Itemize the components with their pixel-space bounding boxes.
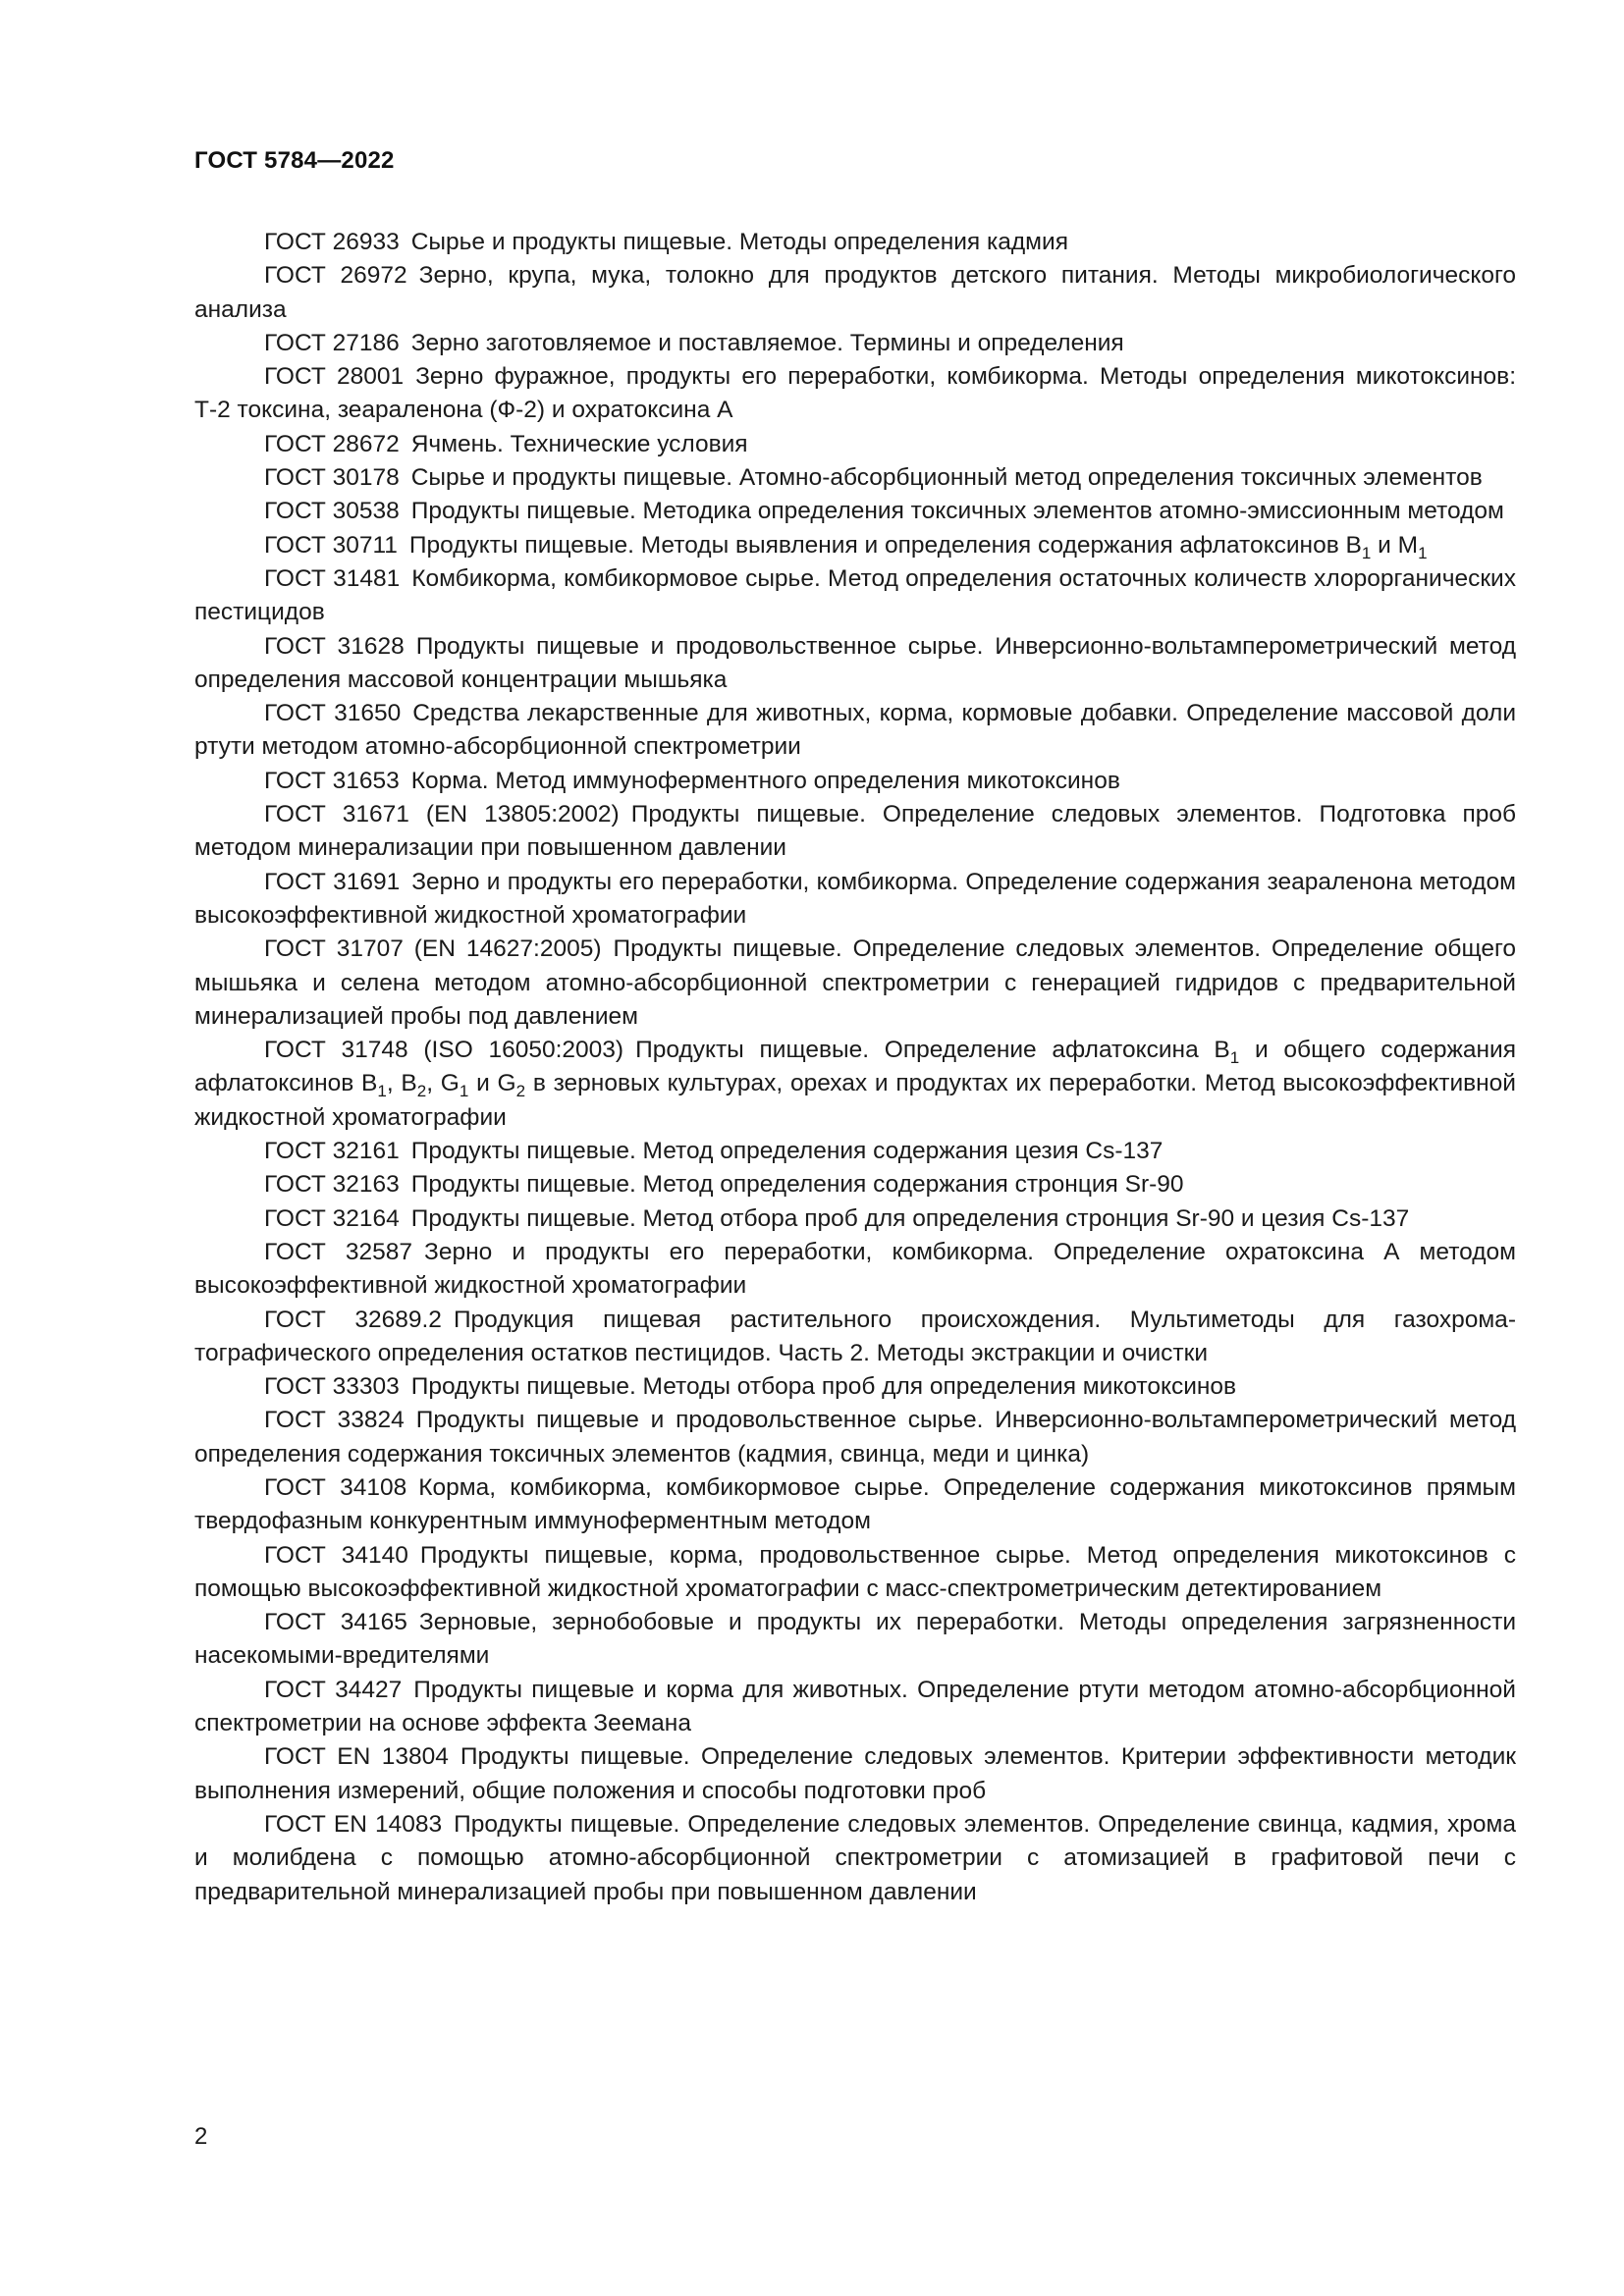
reference-item — [194, 798, 1516, 866]
reference-code: ГОСТ 33824 — [264, 1407, 405, 1434]
reference-title: Продукты пищевые. Метод определения содержания стронция Sr-90 — [410, 1171, 1184, 1199]
reference-item — [194, 259, 1516, 327]
reference-item — [194, 630, 1516, 698]
reference-item — [194, 933, 1516, 1034]
reference-title: Средства лекарственные для животных, корма, кормовые добавки. Определение массовой доли ртути методом атомно-абсорбционной спектрометрии — [194, 700, 1517, 761]
reference-title: Продукты пищевые. Определение афлатоксина $B_1$ и общего содержания афлатоксинов $B_1$, $B_2$, $G_1$ и $G_2$ в зерновых культурах, орехах и продуктах их переработки. Метод высокоэффективной жидкостной хроматографии — [194, 1037, 1516, 1131]
reference-title: Продукты пищевые. Метод отбора проб для определения стронция Sr-90 и цезия Cs-137 — [410, 1204, 1410, 1232]
reference-title: Продукты пищевые. Методы выявления и определения содержания афлатоксинов $B_1$ и $M_1$ — [408, 531, 1428, 562]
reference-code: ГОСТ 31628 — [264, 632, 405, 660]
reference-code: ГОСТ EN 13804 — [264, 1743, 449, 1771]
reference-item — [194, 1606, 1516, 1674]
reference-code: ГОСТ 32161 — [264, 1138, 400, 1165]
reference-title: Продукты пищевые. Определение следовых элементов. Определение свинца, кадмия, хрома и молибдена с помощью атомно-абсорбционной спектрометрии с атомизацией в графитовой печи с предварительной минерализацией пробы при повышенном давлении — [194, 1810, 1516, 1905]
reference-title: Корма. Метод иммуноферментного определения микотоксинов — [410, 767, 1120, 794]
reference-title: Зерно, крупа, мука, толокно для продуктов детского питания. Методы микробиологического анализа — [194, 262, 1516, 323]
reference-code: ГОСТ 28001 — [264, 363, 405, 391]
reference-title: Продукция пищевая растительного происхождения. Мультиметоды для газохроматографического определения остатков пестицидов. Часть 2. Методы экстракции и очистки — [194, 1306, 1516, 1366]
reference-title: Продукты пищевые. Методика определения токсичных элементов атомно-эмиссионным методом — [410, 498, 1504, 525]
reference-title: Корма, комбикорма, комбикормовое сырье. Определение содержания микотоксинов прямым твердофазным конкурентным иммуноферментным методом — [194, 1473, 1517, 1535]
reference-item — [194, 1404, 1516, 1471]
reference-title: Зерно фуражное, продукты его переработки, комбикорма. Методы определения микотоксинов: Т-2 токсина, зеараленона (Ф-2) и охратоксина А — [194, 363, 1516, 424]
reference-item — [194, 1034, 1516, 1135]
reference-code: ГОСТ 34140 — [264, 1541, 408, 1569]
reference-title: Комбикорма, комбикормовое сырье. Метод определения остаточных количеств хлорорганических пестицидов — [194, 564, 1516, 626]
reference-item — [194, 1168, 1516, 1201]
reference-item — [194, 461, 1516, 495]
reference-title: Продукты пищевые. Определение следовых элементов. Подготовка проб методом минерализации при повышенном давлении — [194, 801, 1516, 862]
reference-code: ГОСТ 26972 — [264, 262, 407, 290]
reference-title: Продукты пищевые. Определение следовых элементов. Критерии эффективности методик выполнения измерений, общие положения и способы подготовки проб — [194, 1743, 1517, 1804]
reference-item — [194, 1674, 1516, 1741]
reference-code: ГОСТ 31653 — [264, 767, 400, 794]
reference-item — [194, 765, 1516, 798]
reference-item — [194, 1370, 1516, 1404]
document-header: ГОСТ 5784—2022 — [194, 147, 395, 174]
reference-item — [194, 697, 1516, 765]
reference-code: ГОСТ 34427 — [264, 1676, 403, 1703]
reference-code: ГОСТ 32689.2 — [264, 1306, 442, 1333]
reference-title: Продукты пищевые. Определение следовых элементов. Определение общего мышьяка и селена методом атомно-абсорбционной спектрометрии с генерацией гидридов с предварительной минерализацией пробы под давлением — [194, 935, 1516, 1030]
reference-item — [194, 1471, 1516, 1539]
reference-item — [194, 1135, 1516, 1168]
reference-item — [194, 495, 1516, 528]
reference-title: Зерно и продукты его переработки, комбикорма. Определение содержания зеараленона методом высокоэффективной жидкостной хроматографии — [194, 868, 1516, 929]
reference-title: Продукты пищевые. Метод определения содержания цезия Cs-137 — [410, 1138, 1164, 1165]
page-number: 2 — [194, 2123, 208, 2150]
reference-title: Сырье и продукты пищевые. Атомно-абсорбционный метод определения токсичных элементов — [410, 464, 1483, 492]
reference-title: Зерно и продукты его переработки, комбикорма. Определение охратоксина А методом высокоэффективной жидкостной хроматографии — [194, 1238, 1517, 1300]
reference-title: Зерно заготовляемое и поставляемое. Термины и определения — [410, 329, 1124, 356]
reference-code: ГОСТ 32163 — [264, 1171, 400, 1199]
reference-code: ГОСТ 31481 — [264, 564, 401, 592]
reference-code: ГОСТ 31671 (EN 13805:2002) — [264, 801, 620, 828]
reference-item — [194, 360, 1516, 428]
reference-title: Ячмень. Технические условия — [410, 430, 748, 457]
reference-item — [194, 1202, 1516, 1236]
reference-code: ГОСТ 32164 — [264, 1204, 400, 1232]
reference-item — [194, 1539, 1516, 1607]
reference-code: ГОСТ 26933 — [264, 229, 400, 255]
reference-title: Продукты пищевые, корма, продовольственное сырье. Метод определения микотоксинов с помощью высокоэффективной жидкостной хроматографии с масс-спектрометрическим детектированием — [194, 1541, 1516, 1602]
reference-item — [194, 1808, 1516, 1909]
reference-title: Продукты пищевые. Методы отбора проб для определения микотоксинов — [410, 1373, 1237, 1401]
reference-code: ГОСТ 30178 — [264, 464, 400, 492]
reference-code: ГОСТ 28672 — [264, 430, 400, 457]
reference-code: ГОСТ 34108 — [264, 1473, 407, 1501]
reference-code: ГОСТ 31748 (ISO 16050:2003) — [264, 1037, 624, 1064]
reference-code: ГОСТ 34165 — [264, 1609, 407, 1636]
reference-title: Продукты пищевые и продовольственное сырье. Инверсионно-вольтамперометрический метод определения массовой концентрации мышьяка — [194, 632, 1517, 693]
reference-item — [194, 866, 1516, 934]
reference-item — [194, 1740, 1516, 1808]
reference-item — [194, 226, 1516, 259]
reference-item — [194, 1304, 1516, 1371]
reference-code: ГОСТ 31691 — [264, 868, 401, 895]
reference-code: ГОСТ 32587 — [264, 1238, 413, 1265]
reference-code: ГОСТ EN 14083 — [264, 1810, 443, 1838]
reference-title: Продукты пищевые и корма для животных. Определение ртути методом атомно-абсорбционной спектрометрии на основе эффекта Зеемана — [194, 1676, 1516, 1737]
reference-title: Сырье и продукты пищевые. Методы определения кадмия — [410, 229, 1068, 255]
reference-title: Зерновые, зернобобовые и продукты их переработки. Методы определения загрязненности насекомыми-вредителями — [194, 1609, 1517, 1670]
reference-code: ГОСТ 27186 — [264, 329, 400, 356]
reference-item — [194, 529, 1516, 562]
reference-title: Продукты пищевые и продовольственное сырье. Инверсионно-вольтамперометрический метод определения содержания токсичных элементов (кадмия, свинца, меди и цинка) — [194, 1407, 1517, 1468]
reference-item — [194, 428, 1516, 461]
reference-code: ГОСТ 33303 — [264, 1373, 400, 1401]
reference-code: ГОСТ 30711 — [264, 531, 398, 559]
reference-item — [194, 1236, 1516, 1304]
reference-code: ГОСТ 30538 — [264, 498, 400, 525]
reference-code: ГОСТ 31650 — [264, 700, 402, 727]
normative-references-list — [194, 226, 1516, 1909]
reference-item — [194, 562, 1516, 630]
reference-item — [194, 327, 1516, 360]
reference-code: ГОСТ 31707 (EN 14627:2005) — [264, 935, 602, 963]
